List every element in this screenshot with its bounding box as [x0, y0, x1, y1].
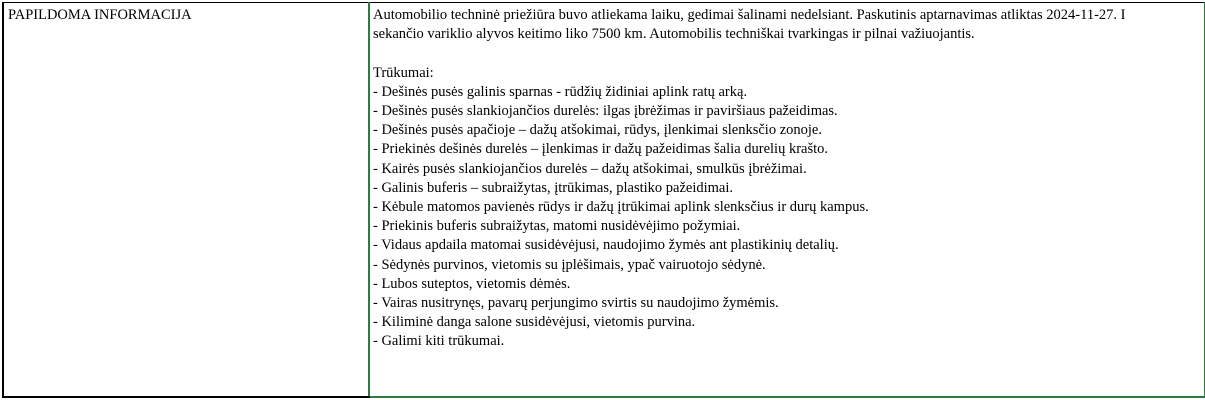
defect-item: - Kėbule matomos pavienės rūdys ir dažų įtrūkimai aplink slenksčius ir durų kampus. [373, 199, 869, 216]
defect-item: - Kairės pusės slankiojančios durelės – dažų atšokimai, smulkūs įbrėžimai. [373, 160, 807, 177]
defect-item: - Galinis buferis – subraižytas, įtrūkimas, plastiko pažeidimai. [373, 179, 734, 196]
defect-item: - Dešinės pusės apačioje – dažų atšokimai, rūdys, įlenkimai slenksčio zonoje. [373, 122, 822, 139]
value-content [370, 3, 1204, 352]
table-row [3, 3, 1205, 398]
defect-item: - Galimi kiti trūkumai. [373, 333, 505, 350]
intro-line: sekančio variklio alyvos keitimo liko 7500 km. Automobilis techniškai tvarkingas ir pilnai važiuojantis. [373, 26, 975, 43]
value-cell [369, 3, 1205, 398]
defects-heading: Trūkumai: [373, 64, 434, 81]
row-label: PAPILDOMA INFORMACIJA [8, 7, 192, 23]
paragraph-spacer [373, 44, 1204, 63]
intro-line: Automobilio techninė priežiūra buvo atliekama laiku, gedimai šalinami nedelsiant. Paskutinis aptarnavimas atliktas 2024-11-27. I [373, 7, 1126, 23]
label-cell [3, 3, 369, 398]
defect-item: - Lubos suteptos, vietomis dėmės. [373, 275, 571, 292]
defect-item: - Vairas nusitrynęs, pavarų perjungimo svirtis su naudojimo žymėmis. [373, 295, 779, 312]
defect-item: - Dešinės pusės slankiojančios durelės: ilgas įbrėžimas ir paviršiaus pažeidimas. [373, 103, 838, 119]
defect-item: - Sėdynės purvinos, vietomis su įplėšimais, ypač vairuotojo sėdynė. [373, 256, 766, 273]
defect-item: - Priekinis buferis subraižytas, matomi nusidėvėjimo požymiai. [373, 218, 741, 235]
additional-info-table [2, 2, 1205, 398]
defect-item: - Kiliminė danga salone susidėvėjusi, vietomis purvina. [373, 314, 696, 331]
defect-item: - Priekinės dešinės durelės – įlenkimas ir dažų pažeidimas šalia durelių krašto. [373, 141, 829, 158]
defect-item: - Dešinės pusės galinis sparnas - rūdžių židiniai aplink ratų arką. [373, 83, 748, 100]
defect-item: - Vidaus apdaila matomai susidėvėjusi, naudojimo žymės ant plastikinių detalių. [373, 237, 839, 254]
